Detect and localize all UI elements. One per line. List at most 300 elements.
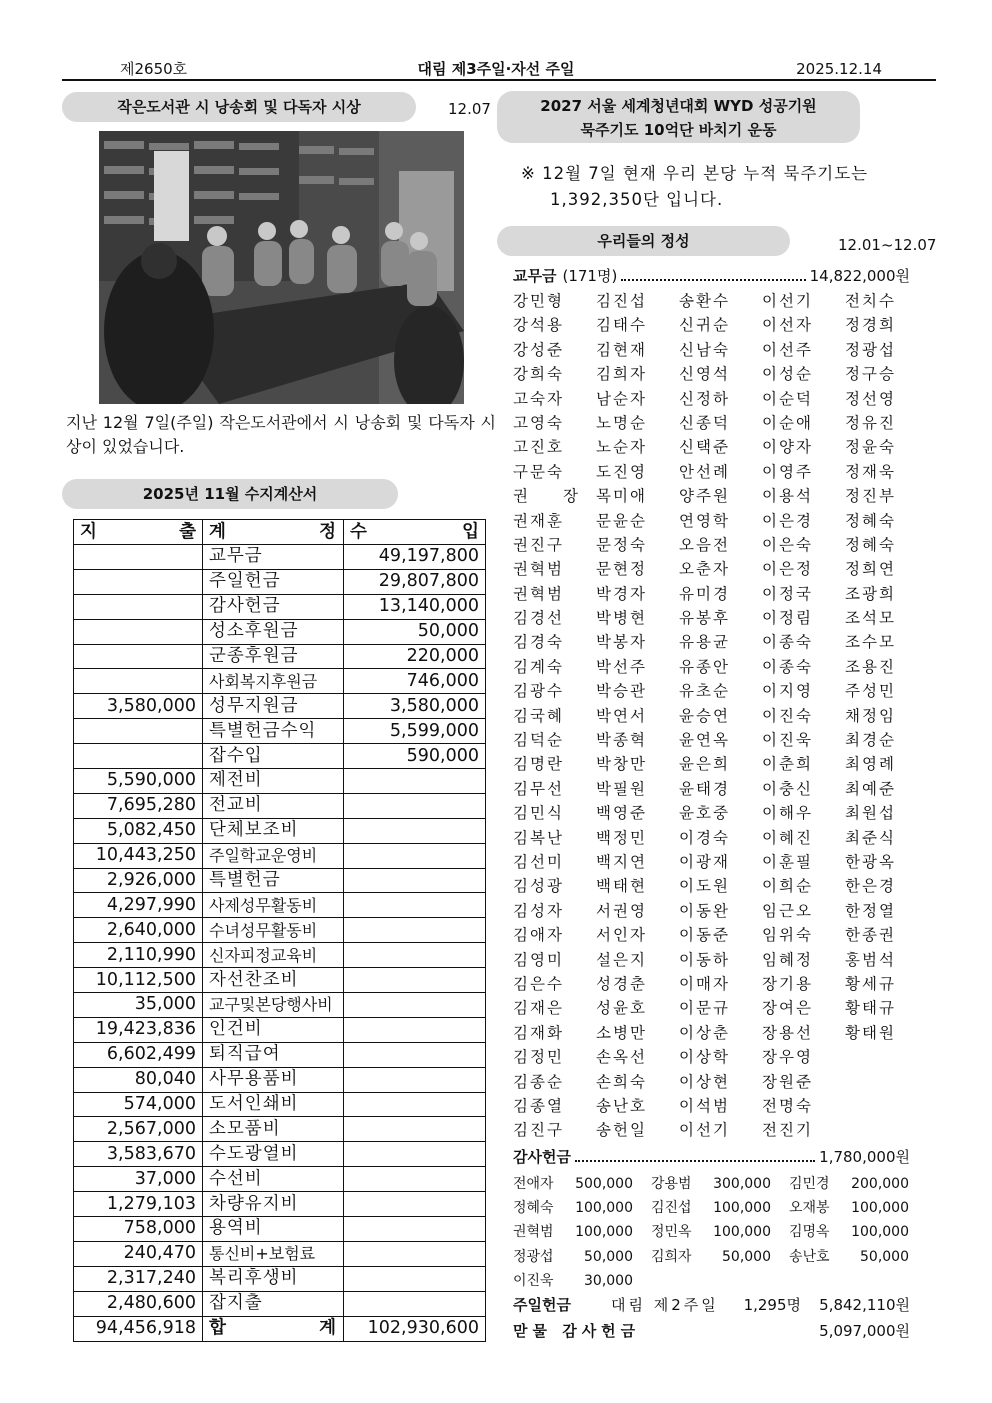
expense-cell [74, 594, 203, 619]
account-cell: 특별헌금 [203, 868, 344, 893]
income-cell [344, 818, 486, 843]
finance-header-row [74, 520, 486, 545]
page-title: 대림 제3주일·자선 주일 [417, 60, 575, 78]
donor-name: 강성준 [513, 340, 564, 359]
donor-name: 이경숙 [679, 828, 730, 847]
account-cell: 군종후원금 [203, 644, 344, 669]
expense-cell: 4,297,990 [74, 893, 203, 918]
donor-name: 구문숙 [513, 462, 564, 481]
donor-name: 백정민 [596, 828, 647, 847]
donor-name: 성경춘 [596, 974, 647, 993]
donor-name: 신귀순 [679, 316, 730, 335]
donor-name: 김현재 [596, 340, 647, 359]
thanks-donor: 송난호 [789, 1248, 830, 1265]
income-cell [344, 793, 486, 818]
sunday-people: 1,295명 [743, 1296, 801, 1314]
donor-name: 김국혜 [513, 706, 564, 725]
name-row [513, 948, 910, 972]
name-row [513, 411, 910, 435]
thanks-amount-value: 50,000 [860, 1248, 909, 1265]
expense-cell: 758,000 [74, 1217, 203, 1242]
sunday-amount: 5,842,110원 [819, 1296, 910, 1314]
donor-name: 정재욱 [845, 462, 896, 481]
donor-name: 정진부 [845, 487, 896, 506]
library-photo [99, 131, 464, 404]
donor-name: 유종안 [679, 657, 730, 676]
account-cell: 계 정 [203, 520, 344, 545]
name-row [513, 752, 910, 776]
account-cell: 제전비 [203, 769, 344, 794]
name-row [513, 1094, 910, 1118]
donor-name: 이은정 [762, 560, 813, 579]
donor-name: 김진구 [513, 1121, 564, 1140]
thanks-amount-value: 100,000 [713, 1200, 771, 1217]
donor-name: 김복난 [513, 828, 564, 847]
expense-cell: 1,279,103 [74, 1192, 203, 1217]
donor-name: 신남숙 [679, 340, 730, 359]
donor-name: 신정하 [679, 389, 730, 408]
account-cell: 성무지원금 [203, 694, 344, 719]
account-cell: 주일학교운영비 [203, 843, 344, 868]
donor-name: 이은숙 [762, 535, 813, 554]
income-cell: 746,000 [344, 669, 486, 694]
expense-cell: 2,640,000 [74, 918, 203, 943]
account-cell: 복리후생비 [203, 1266, 344, 1291]
donor-name [845, 1118, 910, 1142]
income-cell: 수 입 [344, 520, 486, 545]
donor-name: 임위숙 [762, 926, 813, 945]
donor-name: 이도원 [679, 877, 730, 896]
donor-name: 박창만 [596, 755, 647, 774]
donor-name: 권진구 [513, 535, 564, 554]
donor-name: 이선기 [679, 1121, 730, 1140]
finance-row [74, 1266, 486, 1291]
name-row [513, 996, 910, 1020]
expense-cell [74, 619, 203, 644]
finance-row [74, 619, 486, 644]
donor-name: 남순자 [596, 389, 647, 408]
donor-name: 김애자 [513, 926, 564, 945]
expense-cell: 35,000 [74, 993, 203, 1018]
donor-name: 신택준 [679, 438, 730, 457]
donor-name: 이충신 [762, 779, 813, 798]
sunday-week: 대림 제2주일 [611, 1296, 719, 1314]
donor-name [845, 1094, 910, 1118]
name-row [513, 362, 910, 386]
income-cell: 13,140,000 [344, 594, 486, 619]
donor-name: 김성자 [513, 901, 564, 920]
sunday-label: 주일헌금 [513, 1296, 571, 1314]
account-cell: 인건비 [203, 1017, 344, 1042]
donor-name [845, 1070, 910, 1094]
donor-name: 황태원 [845, 1023, 896, 1042]
income-cell [344, 1266, 486, 1291]
donor-name: 소병만 [596, 1023, 647, 1042]
thanks-row [513, 1269, 910, 1293]
name-row [513, 338, 910, 362]
donor-name: 이선기 [762, 292, 813, 310]
name-row [513, 728, 910, 752]
thanks-amount-value: 100,000 [575, 1224, 633, 1241]
donor-name: 김희자 [596, 365, 647, 384]
income-cell [344, 1217, 486, 1242]
thanks-donor: 이진욱 [513, 1272, 554, 1289]
thanks-donor: 전애자 [513, 1176, 554, 1192]
donor-name: 연영학 [679, 511, 730, 530]
donor-name: 홍범석 [845, 950, 896, 969]
income-cell [344, 1192, 486, 1217]
thanks-amount-value: 300,000 [713, 1176, 771, 1192]
donor-name: 권재훈 [513, 511, 564, 530]
donor-name: 이상현 [679, 1072, 730, 1091]
donor-name: 박필원 [596, 779, 647, 798]
donor-name: 이은경 [762, 511, 813, 530]
name-row [513, 509, 910, 533]
name-row [513, 533, 910, 557]
account-cell: 수선비 [203, 1167, 344, 1192]
donor-name: 송헌일 [596, 1121, 647, 1140]
donor-name: 정선영 [845, 389, 896, 408]
donor-name: 권혁범 [513, 560, 564, 579]
account-cell: 전교비 [203, 793, 344, 818]
donor-name: 한은경 [845, 877, 896, 896]
thanks-label: 감사헌금 [513, 1148, 571, 1166]
donor-name: 전진기 [762, 1121, 813, 1140]
donor-name: 이순덕 [762, 389, 813, 408]
donor-name: 고숙자 [513, 389, 564, 408]
income-cell: 220,000 [344, 644, 486, 669]
donor-name: 주성민 [845, 682, 896, 701]
donor-name: 장우영 [762, 1048, 813, 1067]
donor-name: 이진욱 [762, 731, 813, 750]
donor-name: 김진섭 [596, 292, 647, 310]
wyd-note [521, 161, 868, 213]
donor-name: 이선자 [762, 316, 813, 335]
donor-name: 김은수 [513, 974, 564, 993]
donor-name: 황태규 [845, 999, 896, 1018]
name-row [513, 606, 910, 630]
donor-name: 정윤숙 [845, 438, 896, 457]
thanks-amount: 1,780,000원 [819, 1148, 910, 1166]
thanks-row [513, 1172, 910, 1196]
donor-name: 장원준 [762, 1072, 813, 1091]
expense-cell [74, 644, 203, 669]
expense-cell: 240,470 [74, 1241, 203, 1266]
income-cell [344, 1092, 486, 1117]
thanks-row [513, 1196, 910, 1220]
donor-name: 유초순 [679, 682, 730, 701]
donor-name: 윤호중 [679, 804, 730, 823]
donor-name: 이희순 [762, 877, 813, 896]
expense-cell: 지 출 [74, 520, 203, 545]
name-row [513, 1021, 910, 1045]
donor-name: 김무선 [513, 779, 564, 798]
income-cell: 102,930,600 [344, 1316, 486, 1341]
finance-row [74, 793, 486, 818]
donor-name: 황세규 [845, 974, 896, 993]
donor-name: 정경희 [845, 316, 896, 335]
name-row [513, 435, 910, 459]
library-caption: 지난 12월 7일(주일) 작은도서관에서 시 낭송회 및 다독자 시상이 있었습니다. [66, 413, 496, 456]
donor-name: 이양자 [762, 438, 813, 457]
name-row [513, 582, 910, 606]
account-cell: 수도광열비 [203, 1142, 344, 1167]
expense-cell: 37,000 [74, 1167, 203, 1192]
donor-name: 윤승연 [679, 706, 730, 725]
account-cell: 교구및본당행사비 [203, 993, 344, 1018]
donor-name: 서권영 [596, 901, 647, 920]
account-cell: 수녀성무활동비 [203, 918, 344, 943]
donor-name: 한정열 [845, 901, 896, 920]
manmul-amount: 5,097,000원 [819, 1322, 910, 1340]
name-row [513, 801, 910, 825]
tithe-names [513, 289, 910, 1143]
donor-name: 최예준 [845, 779, 896, 798]
donor-name: 정광섭 [845, 340, 896, 359]
name-row [513, 630, 910, 654]
expense-cell: 3,580,000 [74, 694, 203, 719]
account-cell: 도서인쇄비 [203, 1092, 344, 1117]
donor-name: 윤연옥 [679, 731, 730, 750]
issue-date: 2025.12.14 [796, 60, 882, 78]
finance-row [74, 943, 486, 968]
donor-name: 이종숙 [762, 657, 813, 676]
donor-name: 오음전 [679, 535, 730, 554]
thanks-dots [575, 1160, 815, 1162]
finance-row [74, 769, 486, 794]
account-cell: 감사헌금 [203, 594, 344, 619]
finance-row [74, 868, 486, 893]
donor-name [845, 1045, 910, 1069]
thanks-donor: 김민경 [789, 1176, 830, 1192]
tithe-dots [621, 279, 805, 281]
income-cell [344, 1142, 486, 1167]
wyd-note-line2: 1,392,350단 입니다. [550, 190, 724, 209]
donor-name: 김종열 [513, 1096, 564, 1115]
donor-name: 이상춘 [679, 1023, 730, 1042]
finance-row [74, 594, 486, 619]
account-cell: 자선찬조비 [203, 968, 344, 993]
expense-cell: 10,443,250 [74, 843, 203, 868]
name-row [513, 972, 910, 996]
finance-row [74, 744, 486, 769]
donor-name: 김경선 [513, 609, 564, 628]
income-cell [344, 968, 486, 993]
donor-name: 김선미 [513, 852, 564, 871]
income-cell [344, 993, 486, 1018]
donor-name: 박승관 [596, 682, 647, 701]
donor-name: 정혜숙 [845, 511, 896, 530]
account-cell: 성소후원금 [203, 619, 344, 644]
donor-name: 이춘희 [762, 755, 813, 774]
finance-row [74, 818, 486, 843]
tithe-line [513, 265, 910, 286]
donor-name: 유봉후 [679, 609, 730, 628]
name-row [513, 826, 910, 850]
manmul-label: 맏물 감사헌금 [513, 1322, 641, 1340]
donor-name: 서인자 [596, 926, 647, 945]
income-cell: 29,807,800 [344, 569, 486, 594]
donor-name: 이지영 [762, 682, 813, 701]
expense-cell: 80,040 [74, 1067, 203, 1092]
thanks-amount-value: 100,000 [713, 1224, 771, 1241]
donor-name: 김영미 [513, 950, 564, 969]
donor-name: 목미애 [596, 487, 647, 506]
donor-name: 이동하 [679, 950, 730, 969]
donor-name: 신영석 [679, 365, 730, 384]
account-cell: 잡지출 [203, 1291, 344, 1316]
account-cell: 소모품비 [203, 1117, 344, 1142]
tithe-amount: 14,822,000원 [809, 267, 910, 285]
donor-name: 한광옥 [845, 852, 896, 871]
name-row [513, 1118, 910, 1142]
thanks-line [513, 1146, 910, 1167]
finance-row [74, 669, 486, 694]
name-row [513, 387, 910, 411]
account-cell: 단체보조비 [203, 818, 344, 843]
donor-name: 조광희 [845, 584, 896, 603]
donor-name: 김광수 [513, 682, 564, 701]
donor-name: 정혜숙 [845, 535, 896, 554]
income-cell [344, 843, 486, 868]
account-cell: 통신비+보험료 [203, 1241, 344, 1266]
donor-name: 박종혁 [596, 731, 647, 750]
name-row [513, 850, 910, 874]
thanks-amount-value: 50,000 [584, 1248, 633, 1265]
donor-name: 김계숙 [513, 657, 564, 676]
expense-cell: 2,110,990 [74, 943, 203, 968]
donor-name: 이선주 [762, 340, 813, 359]
income-cell: 50,000 [344, 619, 486, 644]
name-row [513, 1045, 910, 1069]
income-cell [344, 1167, 486, 1192]
donor-name: 송난호 [596, 1096, 647, 1115]
donor-name: 손희숙 [596, 1072, 647, 1091]
donor-name: 최준식 [845, 828, 896, 847]
donor-name: 최원섭 [845, 804, 896, 823]
finance-row [74, 993, 486, 1018]
donor-name: 이상학 [679, 1048, 730, 1067]
name-row [513, 484, 910, 508]
offerings-period: 12.01~12.07 [838, 236, 937, 254]
income-cell [344, 1042, 486, 1067]
income-cell [344, 1017, 486, 1042]
expense-cell: 6,602,499 [74, 1042, 203, 1067]
finance-row [74, 843, 486, 868]
income-cell: 590,000 [344, 744, 486, 769]
expense-cell [74, 569, 203, 594]
account-cell: 잡수입 [203, 744, 344, 769]
finance-row [74, 1217, 486, 1242]
donor-name: 조수모 [845, 633, 896, 652]
donor-name: 김태수 [596, 316, 647, 335]
thanks-amount-value: 500,000 [575, 1176, 633, 1192]
donor-name: 양주원 [679, 487, 730, 506]
donor-name: 문정숙 [596, 535, 647, 554]
finance-table [73, 519, 486, 1342]
donor-name: 김명란 [513, 755, 564, 774]
thanks-amount-value: 100,000 [851, 1224, 909, 1241]
donor-name: 설은지 [596, 950, 647, 969]
income-cell [344, 1067, 486, 1092]
income-cell [344, 1241, 486, 1266]
wyd-note-line1: ※ 12월 7일 현재 우리 본당 누적 묵주기도는 [521, 164, 869, 183]
income-cell [344, 893, 486, 918]
income-cell [344, 943, 486, 968]
donor-name: 전치수 [845, 292, 896, 310]
name-row [513, 655, 910, 679]
donor-name: 신종덕 [679, 413, 730, 432]
donor-name: 이광재 [679, 852, 730, 871]
name-row [513, 923, 910, 947]
name-row [513, 704, 910, 728]
finance-row [74, 1142, 486, 1167]
donor-name: 김성광 [513, 877, 564, 896]
donor-name: 강희숙 [513, 365, 564, 384]
offerings-heading: 우리들의 정성 [497, 226, 790, 256]
donor-name: 권혁범 [513, 584, 564, 603]
thanks-donor: 강용범 [651, 1176, 692, 1192]
donor-name: 문현정 [596, 560, 647, 579]
finance-row [74, 1092, 486, 1117]
thanks-row [513, 1220, 910, 1244]
donor-name: 백영준 [596, 804, 647, 823]
donor-name: 윤태경 [679, 779, 730, 798]
finance-row [74, 569, 486, 594]
expense-cell: 7,695,280 [74, 793, 203, 818]
donor-name: 김재화 [513, 1023, 564, 1042]
thanks-donor: 김진섭 [651, 1200, 692, 1217]
thanks-amount-value: 100,000 [851, 1200, 909, 1217]
thanks-donor: 정광섭 [513, 1248, 554, 1265]
finance-row [74, 644, 486, 669]
account-cell: 차량유지비 [203, 1192, 344, 1217]
donor-name: 박병현 [596, 609, 647, 628]
donor-name: 이훈필 [762, 852, 813, 871]
donor-name: 노명순 [596, 413, 647, 432]
income-cell: 49,197,800 [344, 545, 486, 570]
finance-row [74, 1067, 486, 1092]
expense-cell: 10,112,500 [74, 968, 203, 993]
account-cell: 신자피정교육비 [203, 943, 344, 968]
donor-name: 박경자 [596, 584, 647, 603]
finance-row [74, 1291, 486, 1316]
donor-name: 안선례 [679, 462, 730, 481]
donor-name: 전명숙 [762, 1096, 813, 1115]
thanks-amount-value: 30,000 [584, 1272, 633, 1289]
income-cell [344, 769, 486, 794]
finance-row [74, 968, 486, 993]
income-cell: 3,580,000 [344, 694, 486, 719]
donor-name: 이정림 [762, 609, 813, 628]
donor-name: 최경순 [845, 731, 896, 750]
expense-cell: 94,456,918 [74, 1316, 203, 1341]
account-cell: 교무금 [203, 545, 344, 570]
donor-name: 오춘자 [679, 560, 730, 579]
donor-name: 이문규 [679, 999, 730, 1018]
donor-name: 김경숙 [513, 633, 564, 652]
donor-name: 고영숙 [513, 413, 564, 432]
donor-name: 정희연 [845, 560, 896, 579]
donor-name: 최영례 [845, 755, 896, 774]
donor-name: 장기용 [762, 974, 813, 993]
expense-cell: 2,480,600 [74, 1291, 203, 1316]
donor-name: 박선주 [596, 657, 647, 676]
expense-cell: 5,082,450 [74, 818, 203, 843]
expense-cell [74, 744, 203, 769]
expense-cell: 2,567,000 [74, 1117, 203, 1142]
thanks-donor: 권혁범 [513, 1224, 554, 1241]
